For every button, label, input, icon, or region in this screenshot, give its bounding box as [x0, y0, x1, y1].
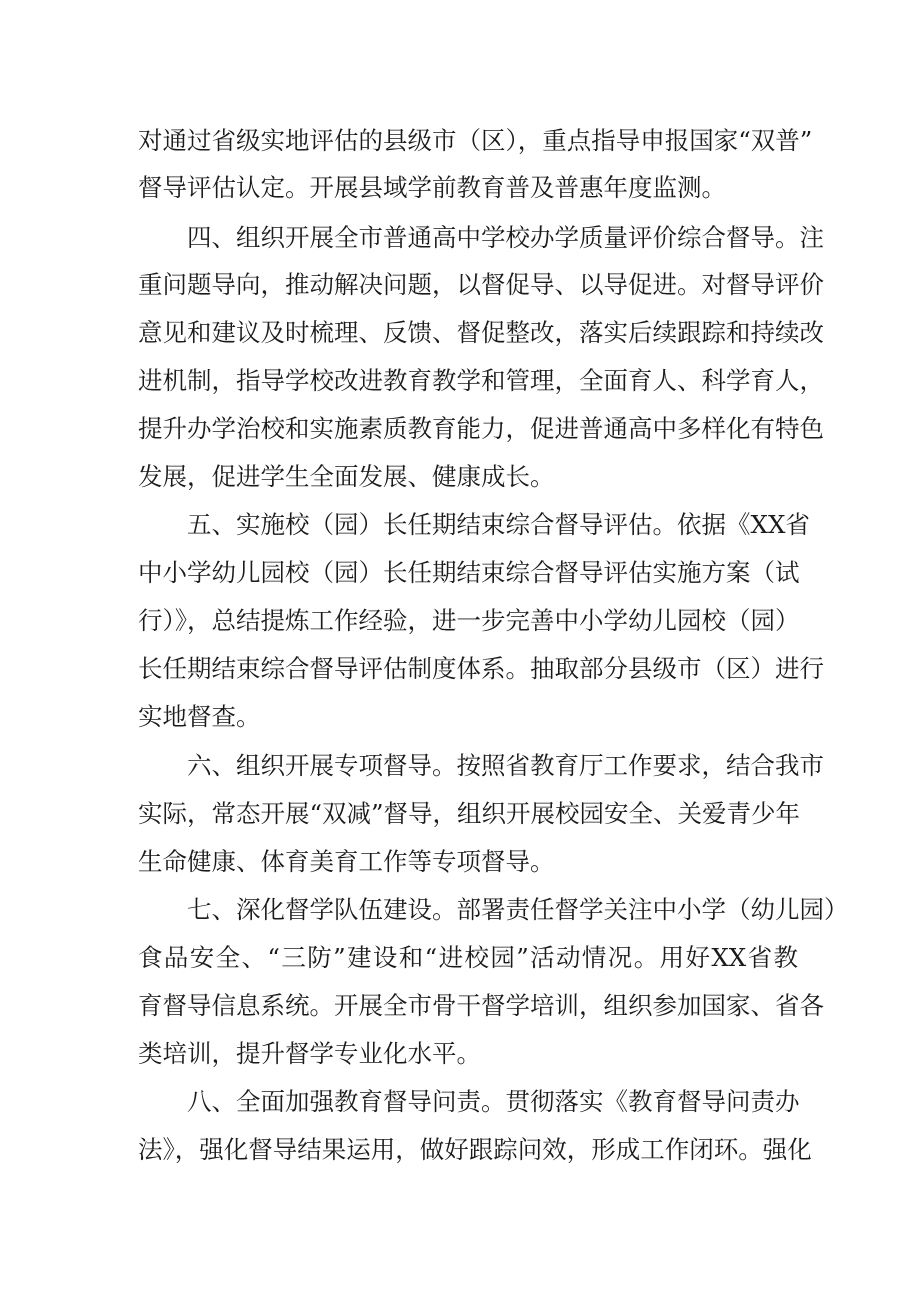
paragraph-first-line: 四、组织开展全市普通高中学校办学质量评价综合督导。注 [187, 223, 824, 252]
text-line: 类培训，提升督学专业化水平。 [138, 1039, 481, 1068]
text-line: 意见和建议及时梳理、反馈、督促整改，落实后续跟踪和持续改 [138, 318, 824, 347]
text-line: 提升办学治校和实施素质教育能力，促进普通高中多样化有特色 [138, 414, 824, 443]
text-line: 实地督查。 [138, 702, 261, 731]
paragraph-first-line: 六、组织开展专项督导。按照省教育厅工作要求，结合我市 [187, 751, 824, 780]
text-line: 发展，促进学生全面发展、健康成长。 [138, 462, 555, 491]
text-line: 育督导信息系统。开展全市骨干督学培训，组织参加国家、省各 [138, 991, 824, 1020]
text-line: 进机制，指导学校改进教育教学和管理，全面育人、科学育人， [138, 366, 824, 395]
text-line: 食品安全、“三防”建设和“进校园”活动情况。用好XX省教 [138, 943, 798, 972]
text-line: 法》，强化督导结果运用，做好跟踪问效，形成工作闭环。强化 [138, 1135, 812, 1164]
paragraph-first-line: 五、实施校（园）长任期结束综合督导评估。依据《XX省 [187, 510, 810, 539]
text-line: 对通过省级实地评估的县级市（区），重点指导申报国家“双普” [138, 126, 813, 155]
text-line: 中小学幼儿园校（园）长任期结束综合督导评估实施方案（试 [138, 558, 800, 587]
paragraph-first-line: 八、全面加强教育督导问责。贯彻落实《教育督导问责办 [187, 1087, 800, 1116]
text-line: 重问题导向，推动解决问题，以督促导、以导促进。对督导评价 [138, 270, 824, 299]
text-line: 行）》，总结提炼工作经验，进一步完善中小学幼儿园校（园） [138, 606, 800, 635]
text-line: 长任期结束综合督导评估制度体系。抽取部分县级市（区）进行 [138, 654, 824, 683]
text-line: 督导评估认定。开展县域学前教育普及普惠年度监测。 [138, 173, 726, 202]
text-line: 生命健康、体育美育工作等专项督导。 [138, 847, 555, 876]
paragraph-first-line: 七、深化督学队伍建设。部署责任督学关注中小学（幼儿园） [187, 895, 849, 924]
text-line: 实际，常态开展“双减”督导，组织开展校园安全、关爱青少年 [138, 799, 801, 828]
